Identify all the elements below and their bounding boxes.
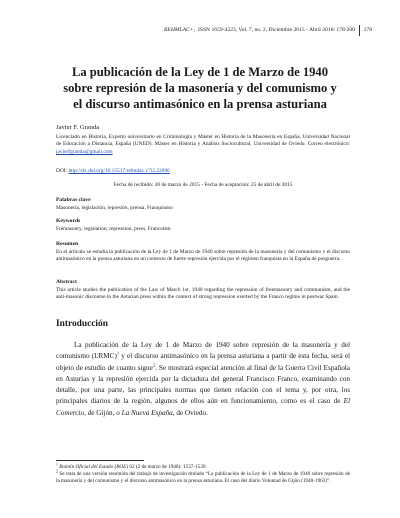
abstract-text: This article studies the publication of the Law of March 1st, 1940 regarding the repression of freemasonry and communism, and the anti-masonic discourse in the Asturian press within the context of strong repression exerted by the Franco regime in postwar Spain.: [56, 287, 350, 301]
author-affiliation: [56, 134, 350, 156]
footnote-1-text: 62 (2 de marzo de 1940): 1537-1539.: [128, 464, 207, 470]
received-accepted-dates: Fecha de recibido: 30 de marzo de 2015 - Fecha de aceptación: 25 de abril de 2015: [113, 182, 293, 188]
palabras-clave-text: Masonería, legislación, represión, prensa, Franquismo: [56, 205, 173, 211]
issue-info: ISSN 1659-4223, Vol. 7, no. 2, Diciembre 2015 - Abril 2016/ 178-200: [197, 27, 356, 33]
footnote-1: [56, 462, 350, 474]
running-head: [164, 25, 372, 35]
doi-link[interactable]: http://dx.doi.org/10.15517/rehmlac.v7i2.22696: [68, 168, 170, 174]
intro-text-e: , de Oviedo.: [172, 408, 208, 417]
footnote-1-source: Boletín Oficial del Estado (BOE): [59, 464, 129, 470]
footnote-divider: [56, 460, 144, 461]
footnote-2-mark: 2: [56, 469, 58, 474]
title-line: el discurso antimasónico en la prensa asturiana: [73, 97, 327, 111]
running-head-divider: [359, 25, 360, 36]
keywords-heading: Keywords: [56, 218, 81, 224]
newspaper-el-comercio: El Comercio: [56, 397, 350, 417]
author-email-link[interactable]: javierfgranda@gmail.com: [56, 148, 113, 155]
footnote-1-mark: 1: [56, 462, 58, 467]
doi-label: DOI:: [56, 168, 68, 174]
footnote-ref-1[interactable]: 1: [116, 350, 120, 356]
footnote-2: [56, 471, 350, 485]
abstract-heading: Abstract: [56, 279, 77, 285]
title-line: sobre represión de la masonería y del comunismo y: [63, 81, 337, 95]
palabras-clave-heading: Palabras clave: [56, 197, 91, 203]
title-line: La publicación de la Ley de 1 de Marzo de 1940: [71, 65, 329, 79]
intro-text-c: . Se mostrará especial atención al final de la Guerra Civil Española en Asturias y la represión ejercida por la dictadura del general Francisco Franco, examinando con detalle, por una parte, las principales normas que tienen relación con el tema y, por otra, los principales diarios de la región, algunos de ellos aún en funcionamiento, como es el caso de: [56, 363, 350, 406]
author-name: Javier F. Granda: [56, 124, 100, 131]
intro-paragraph: [56, 340, 350, 419]
keywords-text: Fremasonry, legislation, repression, press, Francoism: [56, 226, 171, 232]
footnote-2-text: Se trata de una versión resumida del trabajo de investigación titulado “La publicación de la Ley de 1 de Marzo de 1940 sobre represión de la masonería y del comunismo y el discurso antimasónico en la prensa asturiana. El caso del diario Voluntad de Gijón (1940-1963)”.: [56, 471, 350, 484]
affiliation-text: Licenciado en Historia, Experto universitario en Criminología y Máster en Historia de la Masonería en España, Universidad Nacional de Educación a Distancia, España (UNED). Máster en Historia y Análisis Sociocultural, Universidad de Oviedo. Correo electrónico:: [56, 134, 350, 148]
newspaper-la-nueva-espana: La Nueva España: [121, 408, 173, 417]
footnote-ref-2[interactable]: 2: [152, 362, 156, 368]
resumen-heading: Resumen: [56, 241, 79, 247]
doi-line: [56, 168, 170, 174]
section-heading-introduccion: Introducción: [56, 319, 108, 329]
intro-text-a: La publicación de la Ley de 1 de Marzo de 1940 sobre represión de la masonería y del comunismo (LRMC): [56, 341, 350, 361]
article-title: [44, 64, 356, 112]
intro-text-d: , de Gijón, o: [84, 408, 122, 417]
journal-name: REHMLAC+,: [164, 27, 195, 33]
page-number: 178: [363, 27, 372, 33]
intro-text-b: y el discurso antimasónico en la prensa asturiana a partir de esta fecha, será el objeto de estudio de cuanto sigue: [56, 352, 350, 372]
resumen-text: En el artículo se estudia la publicación de la Ley de 1 de Marzo de 1940 sobre represión de la masonería y del comunismo y el discurso antimasónico en la prensa asturiana en un contexto de fuerte represión ejercida por el régimen franquista en la España de posguerra.: [56, 249, 350, 263]
